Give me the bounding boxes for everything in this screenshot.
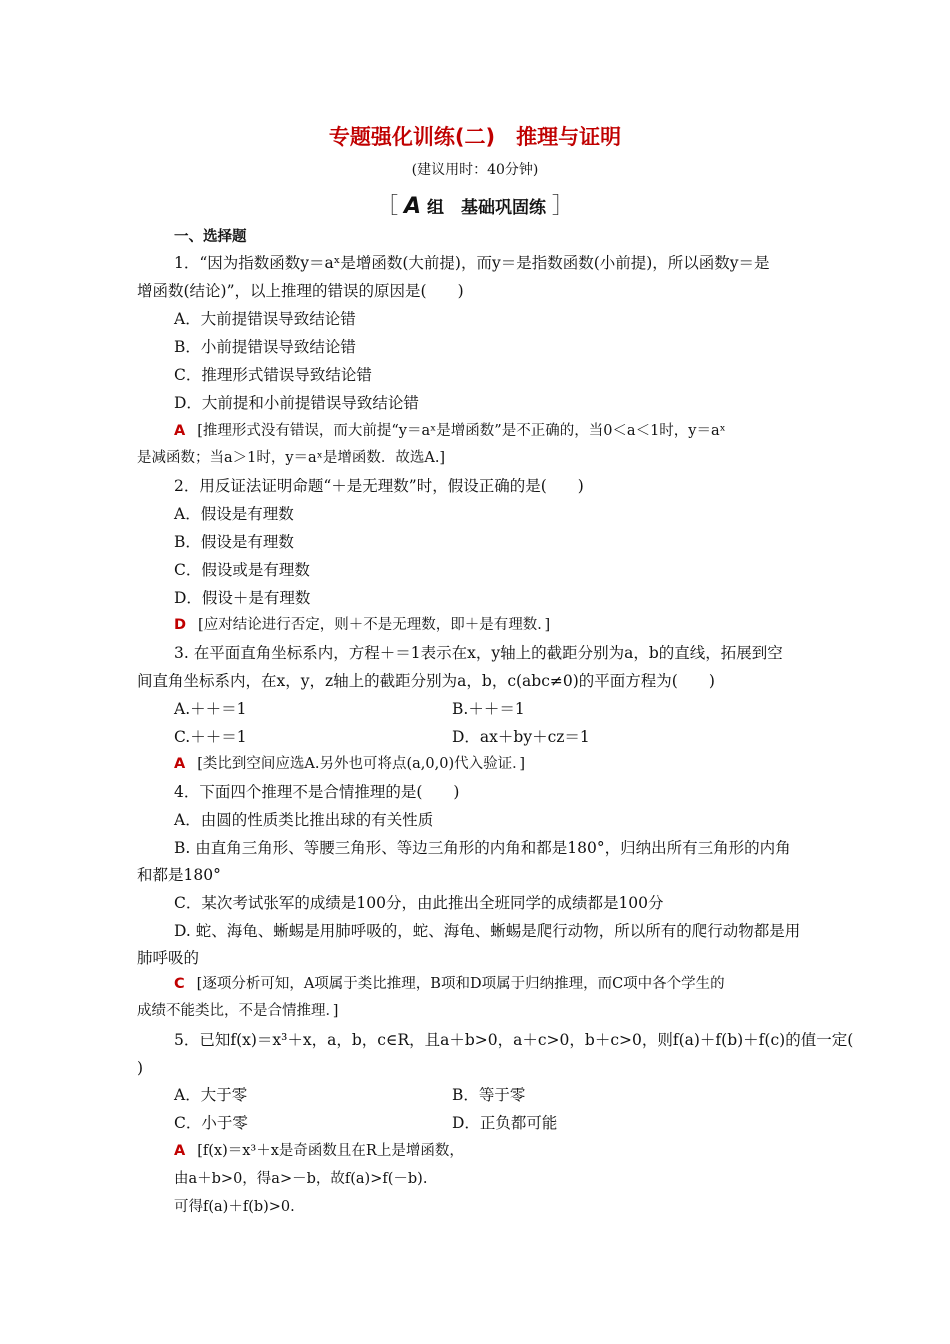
- q3-answer: A: [174, 756, 186, 772]
- q1-option-a: A．大前提错误导致结论错: [174, 310, 356, 328]
- q3-explanation-line1: [类比到空间应选A.另外也可将点(a,0,0)代入验证．]: [197, 756, 526, 772]
- group-bracket-right: ］: [551, 194, 574, 219]
- q1-stem-line1: 1．“因为指数函数y＝aˣ是增函数(大前提)，而y＝是指数函数(小前提)，所以函数y＝是: [174, 254, 770, 272]
- q5-explanation-line3: 可得f(a)＋f(b)>0.: [174, 1199, 295, 1215]
- q2-option-a: A．假设是有理数: [174, 505, 294, 523]
- q5-answer: A: [174, 1143, 186, 1159]
- q4-explanation-line2: 成绩不能类比，不是合情推理．]: [137, 1003, 339, 1019]
- q5-option-b: B．等于零: [452, 1086, 526, 1104]
- q4-answer: C: [174, 976, 185, 992]
- page-title: 专题强化训练(二) 推理与证明: [328, 125, 622, 149]
- q1-explanation: [174, 421, 854, 441]
- q2-explanation-line1: [应对结论进行否定，则＋不是无理数，即＋是有理数．]: [198, 617, 551, 633]
- q1-option-c: C．推理形式错误导致结论错: [174, 366, 372, 384]
- q1-option-d: D．大前提和小前提错误导致结论错: [174, 394, 419, 412]
- q5-option-a: A．大于零: [174, 1086, 248, 1104]
- q5-stem-line2: ): [137, 1059, 144, 1077]
- q4-explanation: [174, 974, 854, 994]
- q3-explanation: [174, 754, 854, 774]
- q5-explanation-line1: [f(x)＝x³＋x是奇函数且在R上是增函数，: [197, 1143, 464, 1159]
- q2-explanation: [174, 615, 854, 635]
- q1-explanation-line2: 是减函数；当a＞1时，y＝aˣ是增函数．故选A.]: [137, 450, 446, 466]
- group-label: 组 基础巩固练: [426, 198, 546, 218]
- q1-explanation-line1: [推理形式没有错误，而大前提“y＝aˣ是增函数”是不正确的，当0＜a＜1时，y＝aˣ: [197, 423, 726, 439]
- q3-stem-line2: 间直角坐标系内，在x，y，z轴上的截距分别为a，b，c(abc≠0)的平面方程为( ): [137, 672, 715, 690]
- group-heading: [0, 189, 950, 220]
- q4-option-d-line1: D. 蛇、海龟、蜥蜴是用肺呼吸的，蛇、海龟、蜥蜴是爬行动物，所以所有的爬行动物都是用: [174, 922, 801, 940]
- q2-option-b: B．假设是有理数: [174, 533, 294, 551]
- q2-answer: D: [174, 617, 187, 633]
- q4-option-a: A．由圆的性质类比推出球的有关性质: [174, 811, 434, 829]
- q4-option-d-line2: 肺呼吸的: [137, 949, 200, 967]
- group-letter: A: [404, 194, 422, 219]
- q5-option-d: D．正负都可能: [452, 1114, 558, 1132]
- q2-stem: 2．用反证法证明命题“＋是无理数”时，假设正确的是( ): [174, 477, 584, 495]
- q1-answer: A: [174, 423, 186, 439]
- section-heading: 一、选择题: [174, 229, 247, 245]
- q4-explanation-line1: [逐项分析可知，A项属于类比推理，B项和D项属于归纳推理，而C项中各个学生的: [196, 976, 725, 992]
- q2-option-c: C．假设或是有理数: [174, 561, 310, 579]
- q5-explanation: [174, 1141, 854, 1161]
- q5-explanation-line2: 由a＋b>0，得a>－b，故f(a)>f(－b).: [174, 1171, 428, 1187]
- q1-stem-line2: 增函数(结论)”，以上推理的错误的原因是( ): [137, 282, 464, 300]
- suggested-time: (建议用时：40分钟): [411, 162, 539, 178]
- q4-option-b-line2: 和都是180°: [137, 866, 221, 884]
- q4-option-b-line1: B. 由直角三角形、等腰三角形、等边三角形的内角和都是180°，归纳出所有三角形的内角: [174, 839, 791, 857]
- q3-option-b: B.＋＋＝1: [452, 700, 525, 718]
- q5-stem-line1: 5．已知f(x)＝x³＋x，a，b，c∈R，且a＋b>0，a＋c>0，b＋c>0，则f(a)＋f(b)＋f(c)的值一定(: [174, 1031, 854, 1049]
- q4-stem: 4．下面四个推理不是合情推理的是( ): [174, 783, 460, 801]
- q3-option-c: C.＋＋＝1: [174, 728, 247, 746]
- q1-option-b: B．小前提错误导致结论错: [174, 338, 356, 356]
- q3-option-d: D．ax＋by＋cz＝1: [452, 728, 590, 746]
- q4-option-c: C．某次考试张军的成绩是100分，由此推出全班同学的成绩都是100分: [174, 894, 664, 912]
- q2-option-d: D．假设＋是有理数: [174, 589, 311, 607]
- q5-option-c: C．小于零: [174, 1114, 248, 1132]
- q3-stem-line1: 3. 在平面直角坐标系内，方程＋＝1表示在x，y轴上的截距分别为a，b的直线，拓展到空: [174, 644, 783, 662]
- group-bracket-left: ［: [376, 194, 399, 219]
- q3-option-a: A.＋＋＝1: [174, 700, 247, 718]
